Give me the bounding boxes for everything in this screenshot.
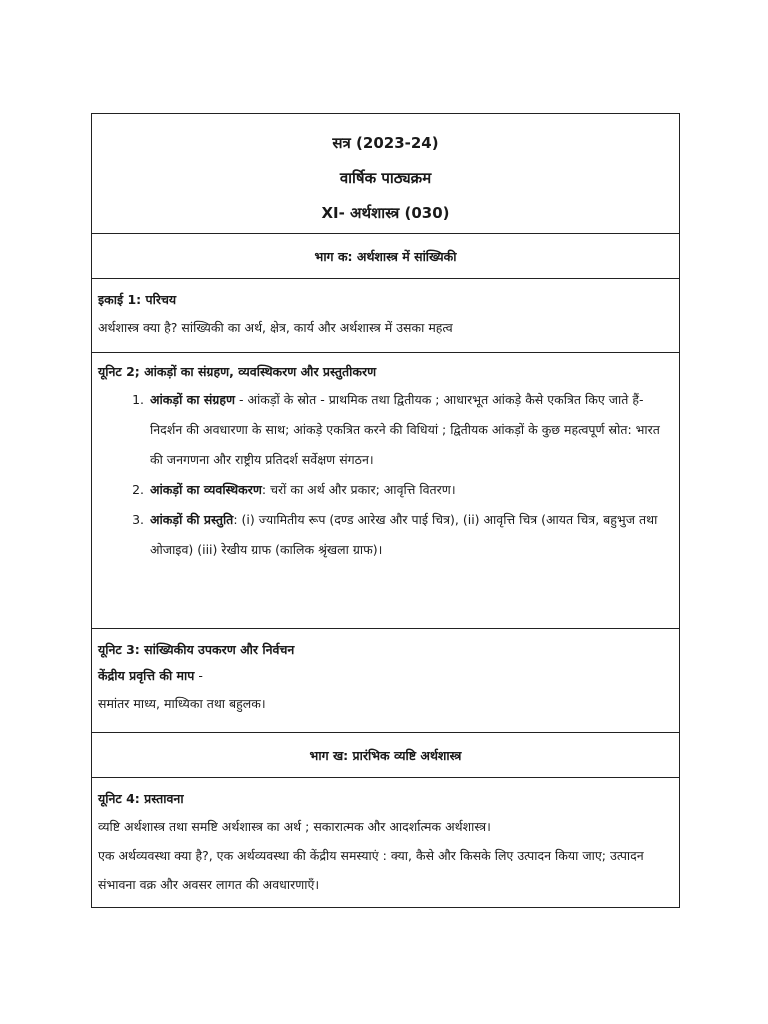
unit-3-subheading-suffix: - (194, 668, 203, 683)
item-label: आंकड़ों का व्यवस्थिकरण (150, 482, 262, 497)
part-b-heading (92, 732, 679, 777)
part-a-heading (92, 233, 679, 278)
unit-1-section (92, 278, 679, 352)
unit-2-section (92, 352, 679, 628)
unit-4-text-1: व्यष्टि अर्थशास्त्र तथा समष्टि अर्थशास्त्र का अर्थ ; सकारात्मक और आदर्शात्मक अर्थशास्त्र। (98, 819, 491, 834)
unit-3-section (92, 628, 679, 732)
syllabus-table (91, 113, 680, 908)
unit-4-text-2: एक अर्थव्यवस्था क्या है?, एक अर्थव्यवस्था की केंद्रीय समस्याएं : क्या, कैसे और किसके लिए उत्पादन किया जाए; उत्पादन संभावना वक्र और अवसर लागत की अवधारणाएँ। (98, 848, 644, 892)
item-label: आंकड़ों का संग्रहण (150, 392, 236, 407)
item-label: आंकड़ों की प्रस्तुति (150, 512, 234, 527)
list-item (148, 385, 673, 475)
unit-1-text: अर्थशास्त्र क्या है? सांख्यिकी का अर्थ, क्षेत्र, कार्य और अर्थशास्त्र में उसका महत्व (98, 320, 453, 335)
list-item (148, 475, 673, 505)
unit-4-heading: यूनिट 4: प्रस्तावना (98, 791, 184, 806)
list-item (148, 505, 673, 565)
unit-4-section (92, 777, 679, 907)
unit-3-subheading (98, 663, 673, 689)
subject-title: XI- अर्थशास्त्र (030) (321, 204, 450, 222)
unit-2-heading: यूनिट 2; आंकड़ों का संग्रहण, व्यवस्थिकरण और प्रस्तुतीकरण (98, 364, 377, 379)
syllabus-header (92, 114, 679, 233)
part-b-title: भाग ख: प्रारंभिक व्यष्टि अर्थशास्त्र (309, 747, 462, 763)
session-title: सत्र (2023-24) (332, 134, 439, 152)
unit-3-heading: यूनिट 3: सांख्यिकीय उपकरण और निर्वचन (98, 642, 295, 657)
item-text: : चरों का अर्थ और प्रकार; आवृत्ति वितरण। (261, 482, 456, 497)
item-text: : (i) ज्यामितीय रूप (दण्ड आरेख और पाई चित्र), (ii) आवृत्ति चित्र (आयत चित्र, बहुभुज तथा ओजाइव) (iii) रेखीय ग्राफ (कालिक श्रृंखला ग्राफ)। (150, 512, 658, 557)
course-title: वार्षिक पाठ्यक्रम (339, 169, 432, 187)
unit-1-heading: इकाई 1: परिचय (98, 292, 177, 307)
item-text: - आंकड़ों के स्रोत - प्राथमिक तथा द्वितीयक ; आधारभूत आंकड़े कैसे एकत्रित किए जाते हैं- निदर्शन की अवधारणा के साथ; आंकड़े एकत्रित करने की विधियां ; द्वितीयक आंकड़ों के कुछ महत्वपूर्ण स्रोत: भारत की जनगणना और राष्ट्रीय प्रतिदर्श सर्वेक्षण संगठन। (150, 392, 660, 467)
part-a-title: भाग क: अर्थशास्त्र में सांख्यिकी (314, 248, 457, 264)
unit-2-list (98, 385, 673, 565)
unit-3-text: समांतर माध्य, माध्यिका तथा बहुलक। (98, 696, 266, 711)
unit-3-subheading-text: केंद्रीय प्रवृत्ति की माप (98, 668, 195, 683)
